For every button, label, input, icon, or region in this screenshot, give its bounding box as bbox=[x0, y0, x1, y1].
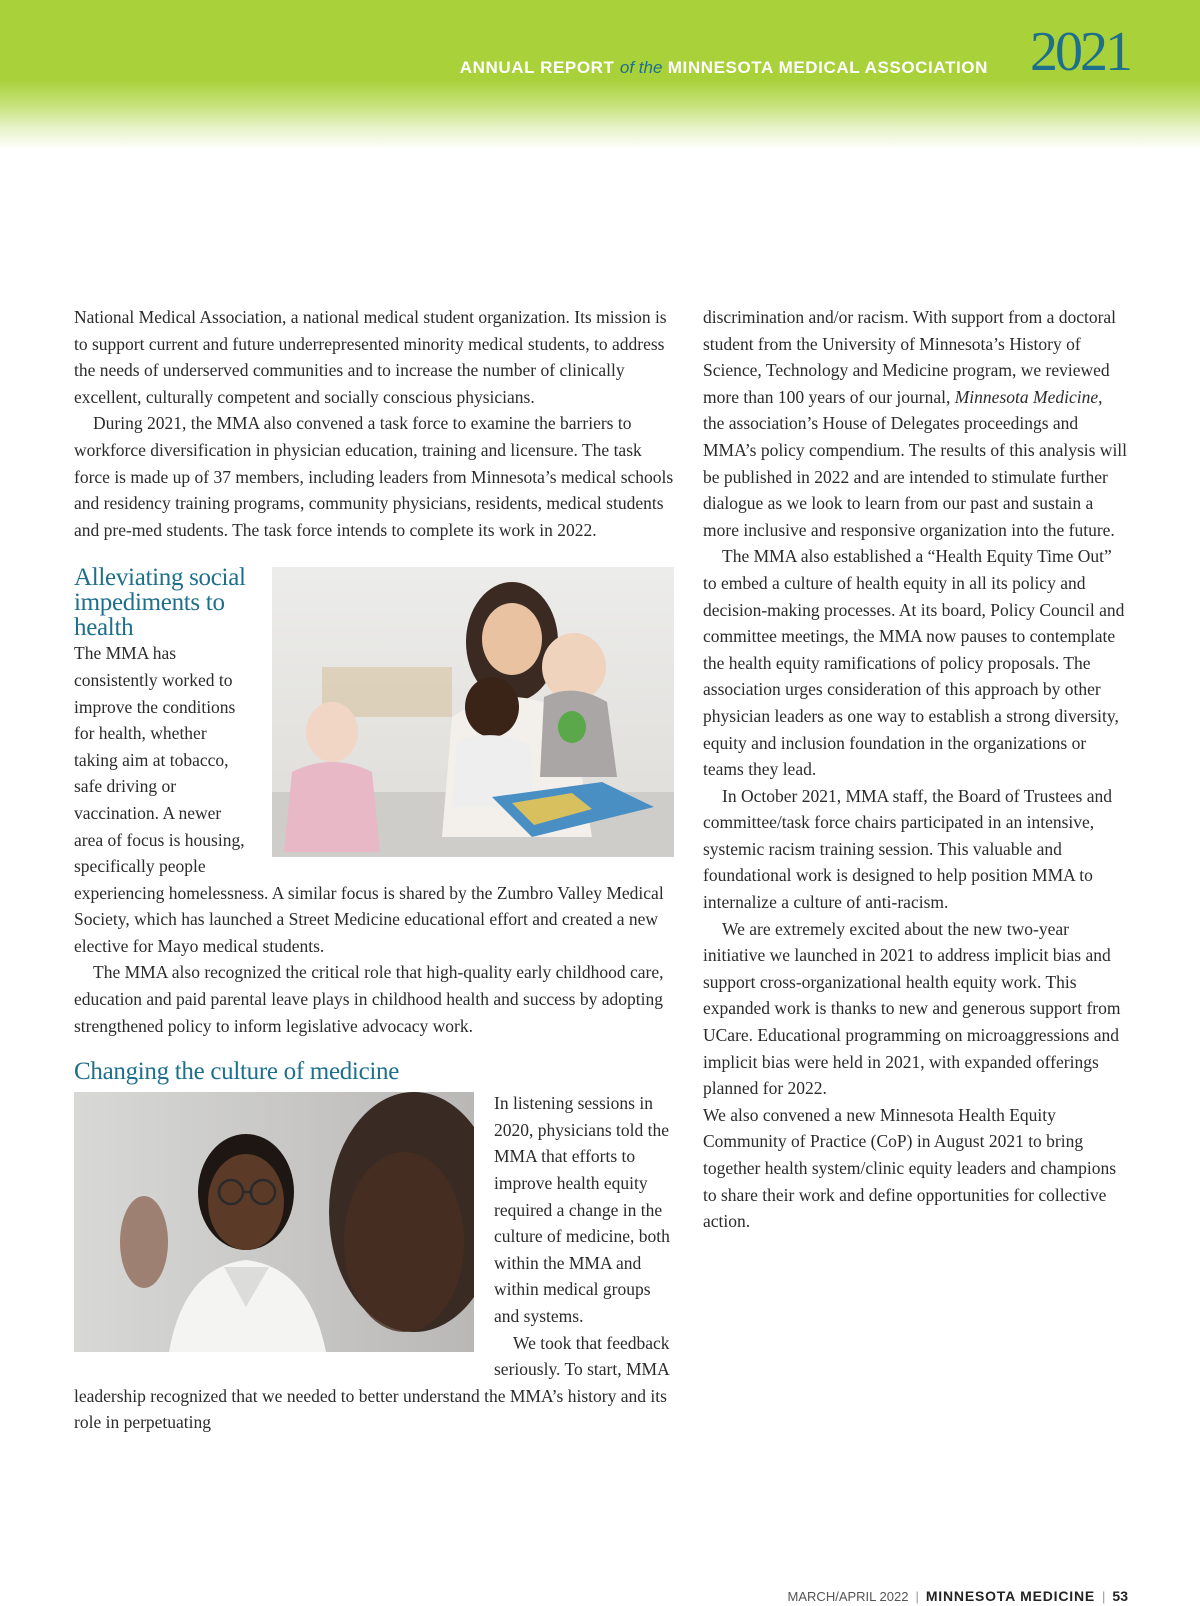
report-title bbox=[460, 58, 988, 78]
section-heading-social-impediments bbox=[74, 565, 674, 640]
photo-physician-conversation bbox=[74, 1092, 474, 1352]
footer-divider: | bbox=[915, 1589, 919, 1604]
issue-date: MARCH/APRIL 2022 bbox=[787, 1589, 909, 1604]
body-paragraph: In October 2021, MMA staff, the Board of Trustees and committee/task force chairs participated in an intensive, systemic racism training session. This valuable and foundational work is designed to help position MMA to internalize a culture of anti-racism. bbox=[703, 785, 1112, 913]
body-paragraph bbox=[703, 304, 1128, 543]
report-title-connector: of the bbox=[619, 58, 663, 77]
body-text: , the association’s House of Delegates proceedings and MMA’s policy compendium. The results of this analysis will be published in 2022 and are intended to stimulate further dialogue as we look to learn from our past and sustain a more inclusive and responsive organization into the future. bbox=[703, 386, 1128, 540]
footer-divider: | bbox=[1102, 1589, 1106, 1604]
page-footer bbox=[788, 1588, 1128, 1604]
body-paragraph: The MMA has consistently worked to improve the conditions for health, whether taking aim at tobacco, safe driving or vaccination. A newer area of focus is housing, specifically people experiencing homelessness. A similar focus is shared by the Zumbro Valley Medical Society, which has launched a Street Medicine educational effort and created a new elective for Mayo medical students. bbox=[74, 643, 664, 956]
journal-title: Minnesota Medicine bbox=[954, 386, 1099, 407]
body-text: discrimination and/or racism. With support from a doctoral student from the University of Minnesota’s History of Science, Technology and Medicine program, we reviewed more than 100 years of our journal, bbox=[703, 307, 1117, 407]
page-number: 53 bbox=[1112, 1588, 1128, 1604]
right-column bbox=[703, 304, 1128, 1235]
body-paragraph: In listening sessions in 2020, physicians told the MMA that efforts to improve health equity required a change in the culture of medicine, both within the MMA and within medical groups and systems. bbox=[494, 1093, 670, 1326]
body-paragraph: During 2021, the MMA also convened a task force to examine the barriers to workforce diversification in physician education, training and licensure. The task force is made up of 37 members, including leaders from Minnesota’s medical schools and residency training programs, community physicians, residents, medical students and pre-med students. The task force intends to complete its work in 2022. bbox=[74, 413, 674, 540]
magazine-name: MINNESOTA MEDICINE bbox=[925, 1588, 1096, 1604]
body-paragraph: The MMA also established a “Health Equity Time Out” to embed a culture of health equity in all its policy and decision-making processes. At its board, Policy Council and committee meetings, the MMA now pauses to contemplate the health equity ramifications of policy proposals. The association urges consideration of this approach by other physician leaders as one way to establish a strong diversity, equity and inclusion foundation in the organizations or teams they lead. bbox=[703, 546, 1125, 780]
report-title-prefix: ANNUAL REPORT bbox=[459, 58, 615, 77]
left-column bbox=[74, 304, 674, 1436]
photo-mother-reading-to-children bbox=[272, 567, 674, 857]
section-heading-text: Alleviating social impediments to health bbox=[74, 564, 246, 642]
body-paragraph: National Medical Association, a national medical student organization. Its mission is to support current and future underrepresented minority medical students, to address the needs of underserved communities and to increase the number of clinically excellent, culturally competent and socially conscious physicians. bbox=[74, 307, 667, 407]
section-heading-culture-of-medicine: Changing the culture of medicine bbox=[74, 1058, 400, 1086]
body-paragraph: We also convened a new Minnesota Health Equity Community of Practice (CoP) in August 2021 to bring together health system/clinic equity leaders and champions to share their work and define opportunities for collective action. bbox=[703, 1104, 1117, 1232]
report-title-organization: MINNESOTA MEDICAL ASSOCIATION bbox=[667, 58, 988, 77]
report-year: 2021 bbox=[1030, 21, 1130, 83]
body-paragraph: We took that feedback seriously. To start, MMA leadership recognized that we needed to better understand the MMA’s history and its role in perpetuating bbox=[74, 1332, 670, 1433]
body-paragraph: We are extremely excited about the new two-year initiative we launched in 2021 to address implicit bias and support cross-organizational health equity work. This expanded work is thanks to new and generous support from UCare. Educational programming on microaggressions and implicit bias were held in 2021, with expanded offerings planned for 2022. bbox=[703, 918, 1121, 1099]
body-paragraph: The MMA also recognized the critical role that high-quality early childhood care, education and paid parental leave plays in childhood health and success by adopting strengthened policy to inform legislative advocacy work. bbox=[74, 962, 664, 1036]
header-banner bbox=[0, 0, 1200, 150]
